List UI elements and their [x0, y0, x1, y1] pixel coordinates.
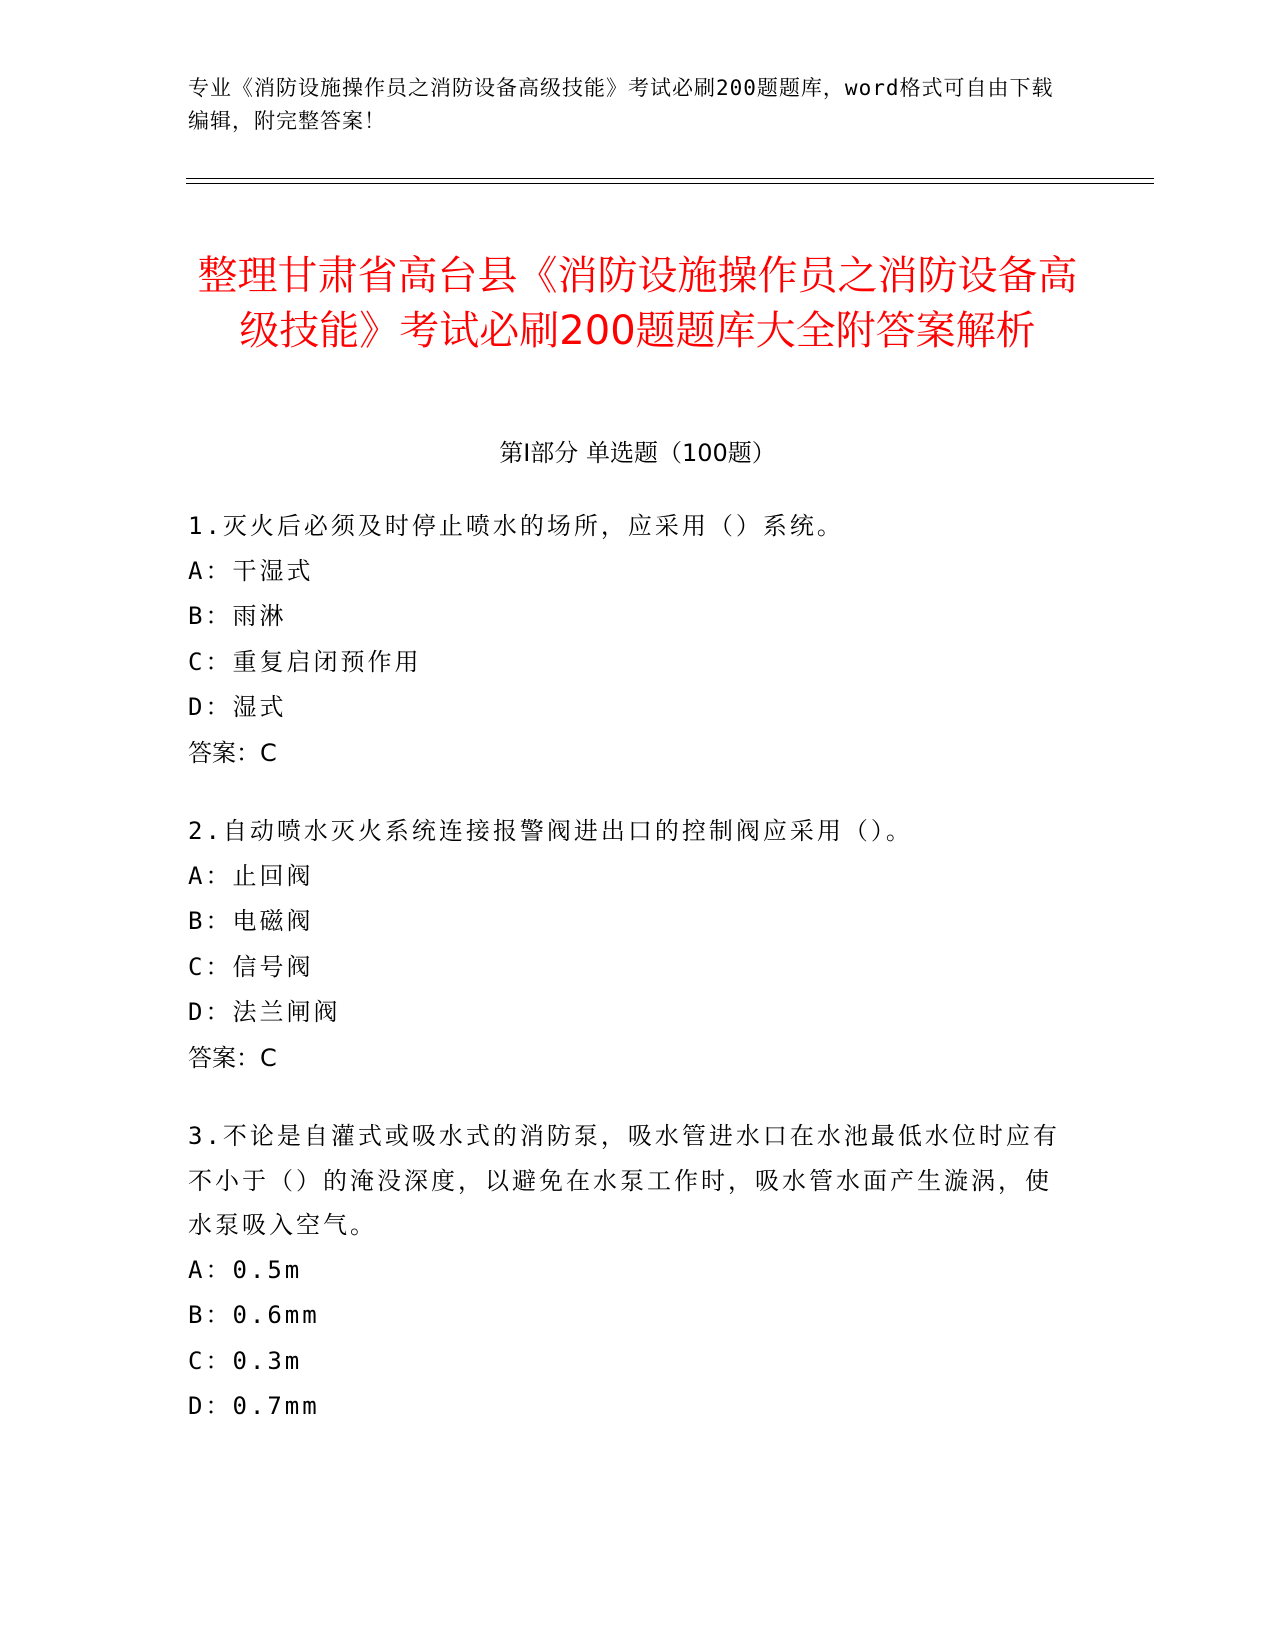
- option-d: D：0.7mm: [188, 1392, 320, 1420]
- header-divider-bottom: [186, 183, 1154, 184]
- header-note: 专业《消防设施操作员之消防设备高级技能》考试必刷200题题库，word格式可自由下载编辑，附完整答案！: [188, 76, 1054, 133]
- option-d: D：湿式: [188, 693, 287, 721]
- question-2: [188, 809, 1068, 1081]
- question-stem: 3.不论是自灌式或吸水式的消防泵，吸水管进水口在水池最低水位时应有不小于（）的淹没深度，以避免在水泵工作时，吸水管水面产生漩涡，使水泵吸入空气。: [188, 1122, 1060, 1239]
- answer: 答案：C: [188, 738, 277, 767]
- answer: 答案：C: [188, 1043, 277, 1072]
- header-divider-top: [186, 178, 1154, 179]
- option-b: B：雨淋: [188, 602, 287, 630]
- option-d: D：法兰闸阀: [188, 998, 341, 1026]
- question-stem: 2.自动喷水灭火系统连接报警阀进出口的控制阀应采用（）。: [188, 817, 913, 845]
- option-b: B：0.6mm: [188, 1301, 320, 1329]
- option-c: C：0.3m: [188, 1346, 303, 1375]
- option-a: A：干湿式: [188, 556, 314, 585]
- question-1: [188, 504, 1068, 776]
- option-a: A：止回阀: [188, 861, 314, 890]
- document-title: 整理甘肃省高台县《消防设施操作员之消防设备高级技能》考试必刷200题题库大全附答案解析: [197, 252, 1078, 354]
- option-c: C：重复启闭预作用: [188, 647, 422, 676]
- option-c: C：信号阀: [188, 952, 314, 981]
- option-a: A：0.5m: [188, 1255, 303, 1284]
- section-heading: 第Ⅰ部分 单选题（100题）: [499, 439, 776, 467]
- question-stem: 1.灭火后必须及时停止喷水的场所，应采用（）系统。: [188, 512, 844, 540]
- option-b: B：电磁阀: [188, 907, 314, 935]
- question-3: [188, 1114, 1068, 1430]
